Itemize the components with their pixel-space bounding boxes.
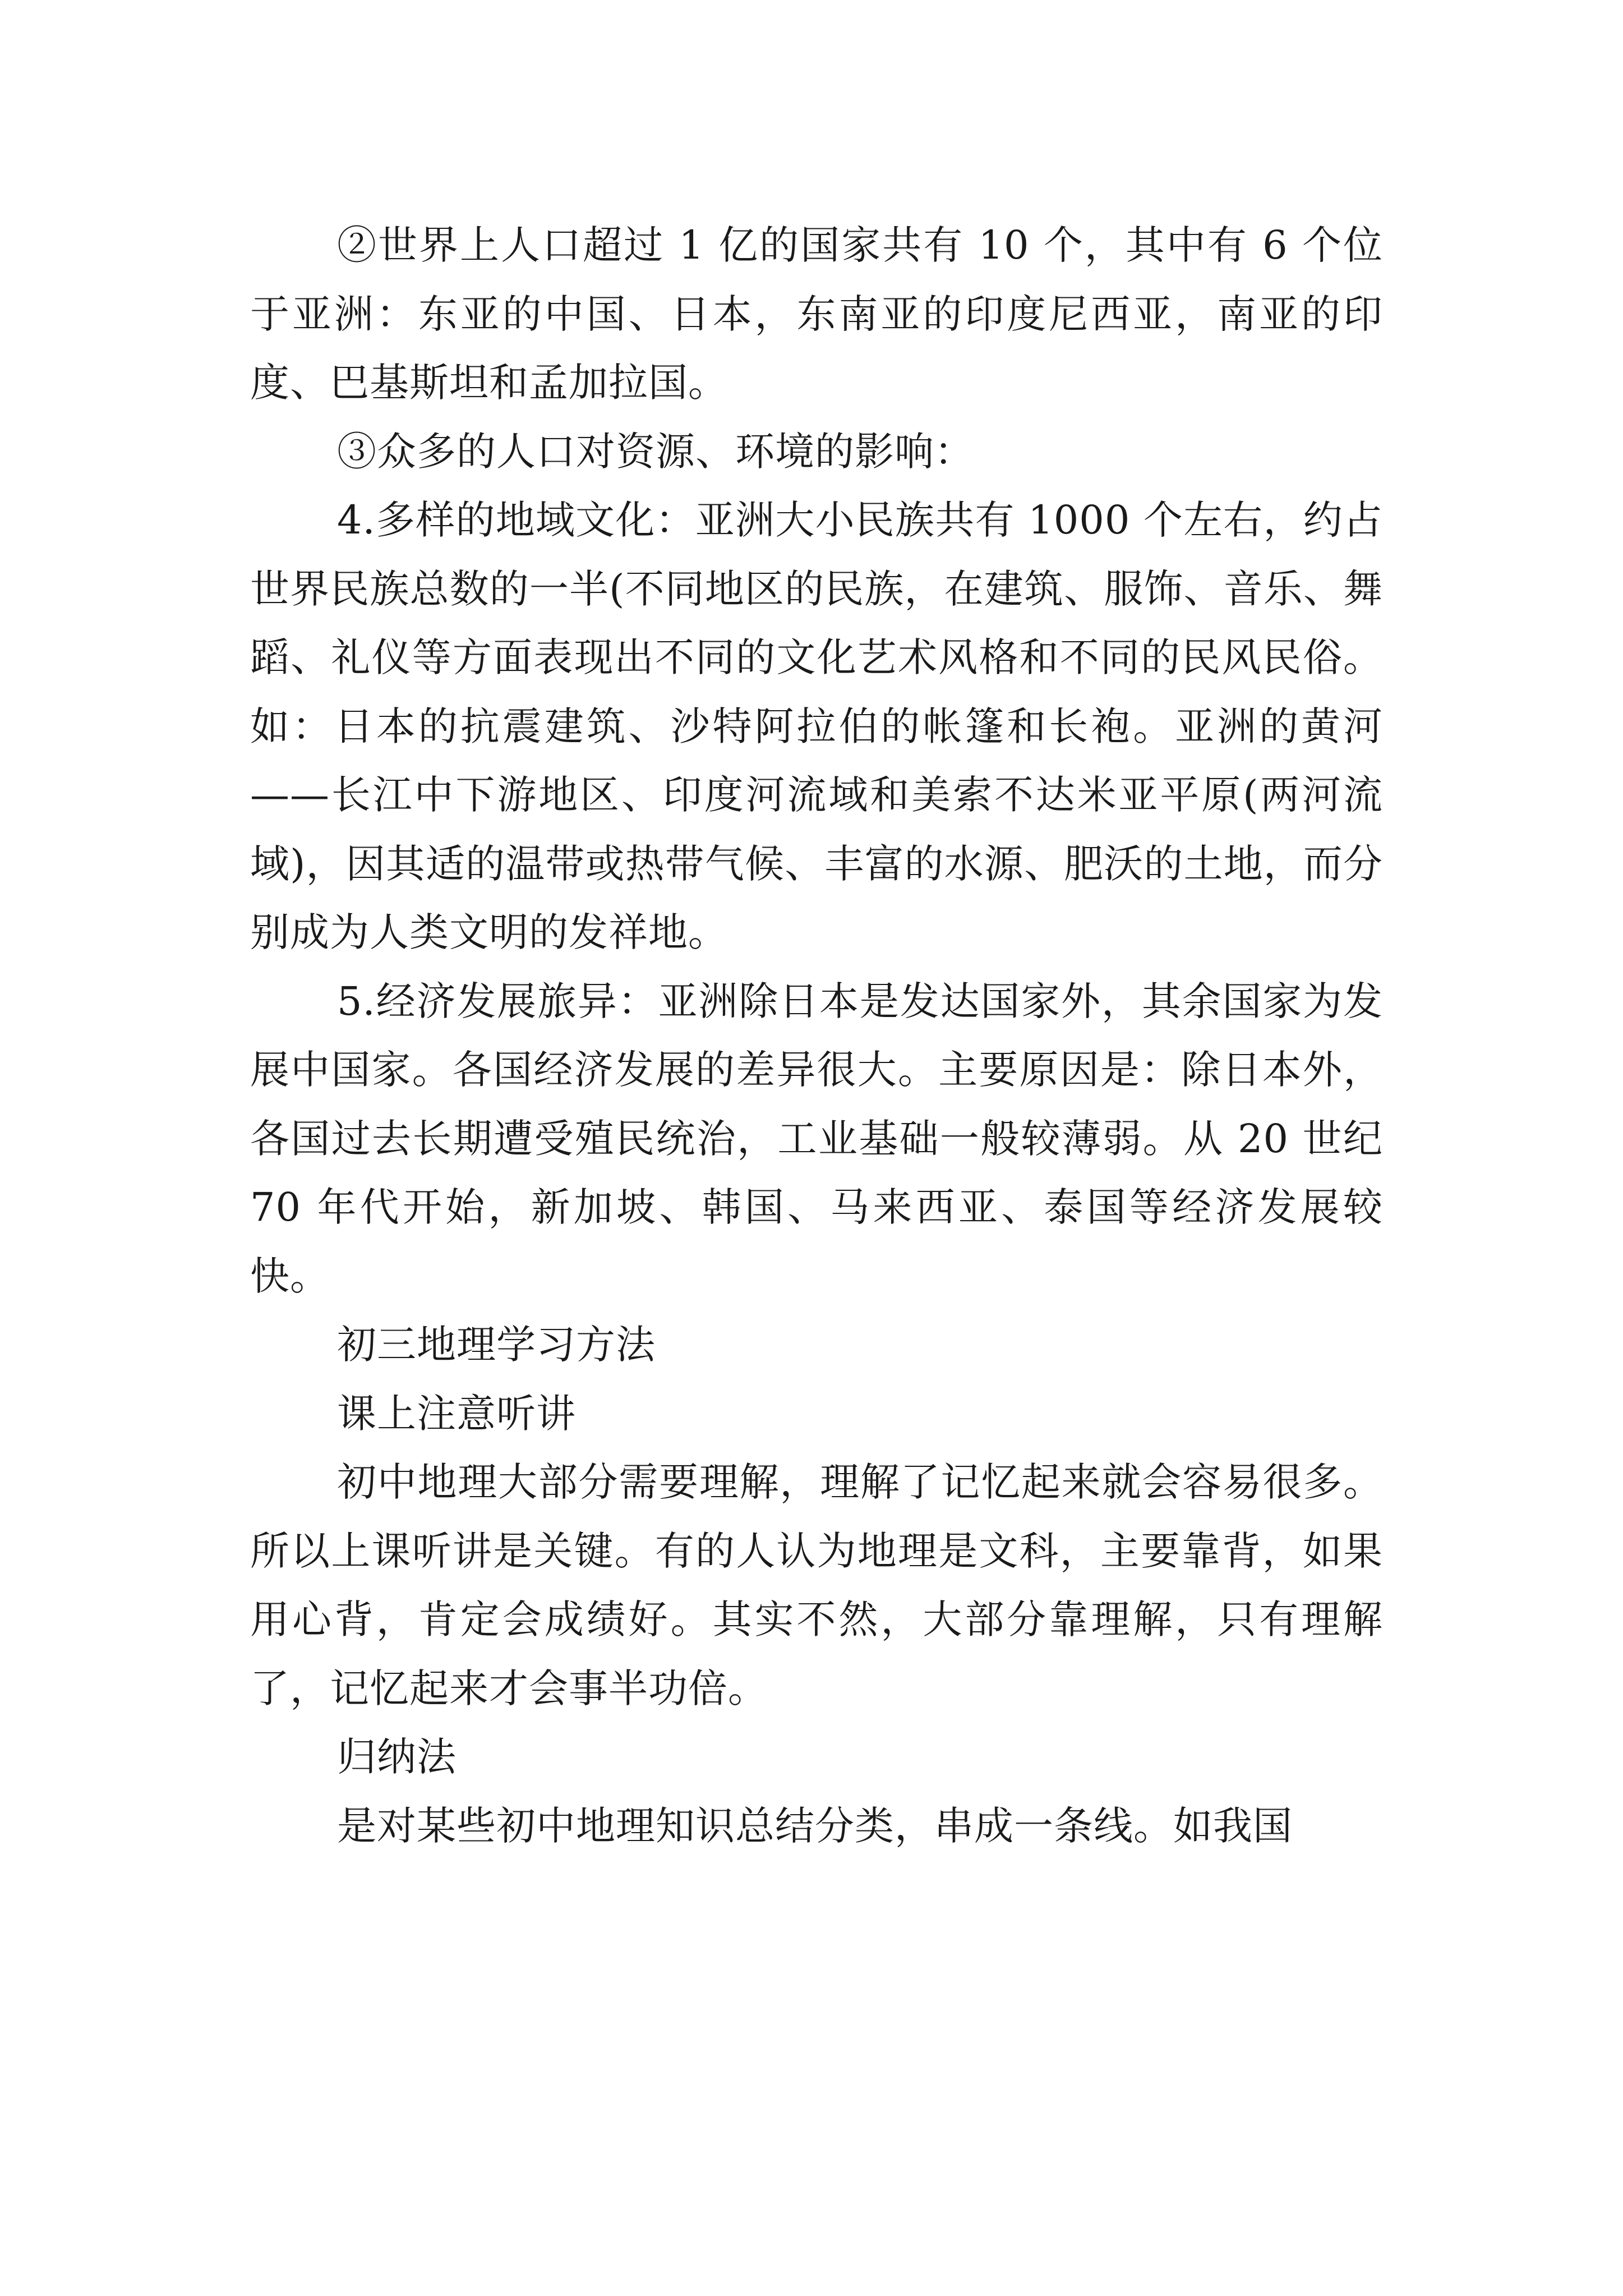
paragraph-regional-culture: 4.多样的地域文化：亚洲大小民族共有 1000 个左右，约占世界民族总数的一半(不同地区的民族，在建筑、服饰、音乐、舞蹈、礼仪等方面表现出不同的文化艺术风格和不同的民风民俗。如：日本的抗震建筑、沙特阿拉伯的帐篷和长袍。亚洲的黄河——长江中下游地区、印度河流域和美索不达米亚平原(两河流域)，因其适的温带或热带气候、丰富的水源、肥沃的土地，而分别成为人类文明的发祥地。 <box>250 497 1383 955</box>
paragraph-population-countries: ②世界上人口超过 1 亿的国家共有 10 个，其中有 6 个位于亚洲：东亚的中国、日本，东南亚的印度尼西亚，南亚的印度、巴基斯坦和孟加拉国。 <box>250 222 1383 406</box>
paragraph-economic-development: 5.经济发展旅异：亚洲除日本是发达国家外，其余国家为发展中国家。各国经济发展的差异很大。主要原因是：除日本外，各国过去长期遭受殖民统治，工业基础一般较薄弱。从 20 世纪 70 年代开始，新加坡、韩国、马来西亚、泰国等经济发展较快。 <box>250 978 1383 1299</box>
document-body <box>250 211 1383 1860</box>
paragraph-induction: 是对某些初中地理知识总结分类，串成一条线。如我国 <box>337 1802 1293 1849</box>
heading-induction-method: 归纳法 <box>337 1734 457 1780</box>
heading-listen-in-class: 课上注意听讲 <box>337 1390 576 1437</box>
paragraph-population-impact: ③众多的人口对资源、环境的影响： <box>337 428 974 475</box>
heading-study-methods: 初三地理学习方法 <box>337 1322 656 1368</box>
paragraph-understanding: 初中地理大部分需要理解，理解了记忆起来就会容易很多。所以上课听讲是关键。有的人认为地理是文科，主要靠背，如果用心背，肯定会成绩好。其实不然，大部分靠理解，只有理解了，记忆起来才会事半功倍。 <box>250 1459 1383 1711</box>
